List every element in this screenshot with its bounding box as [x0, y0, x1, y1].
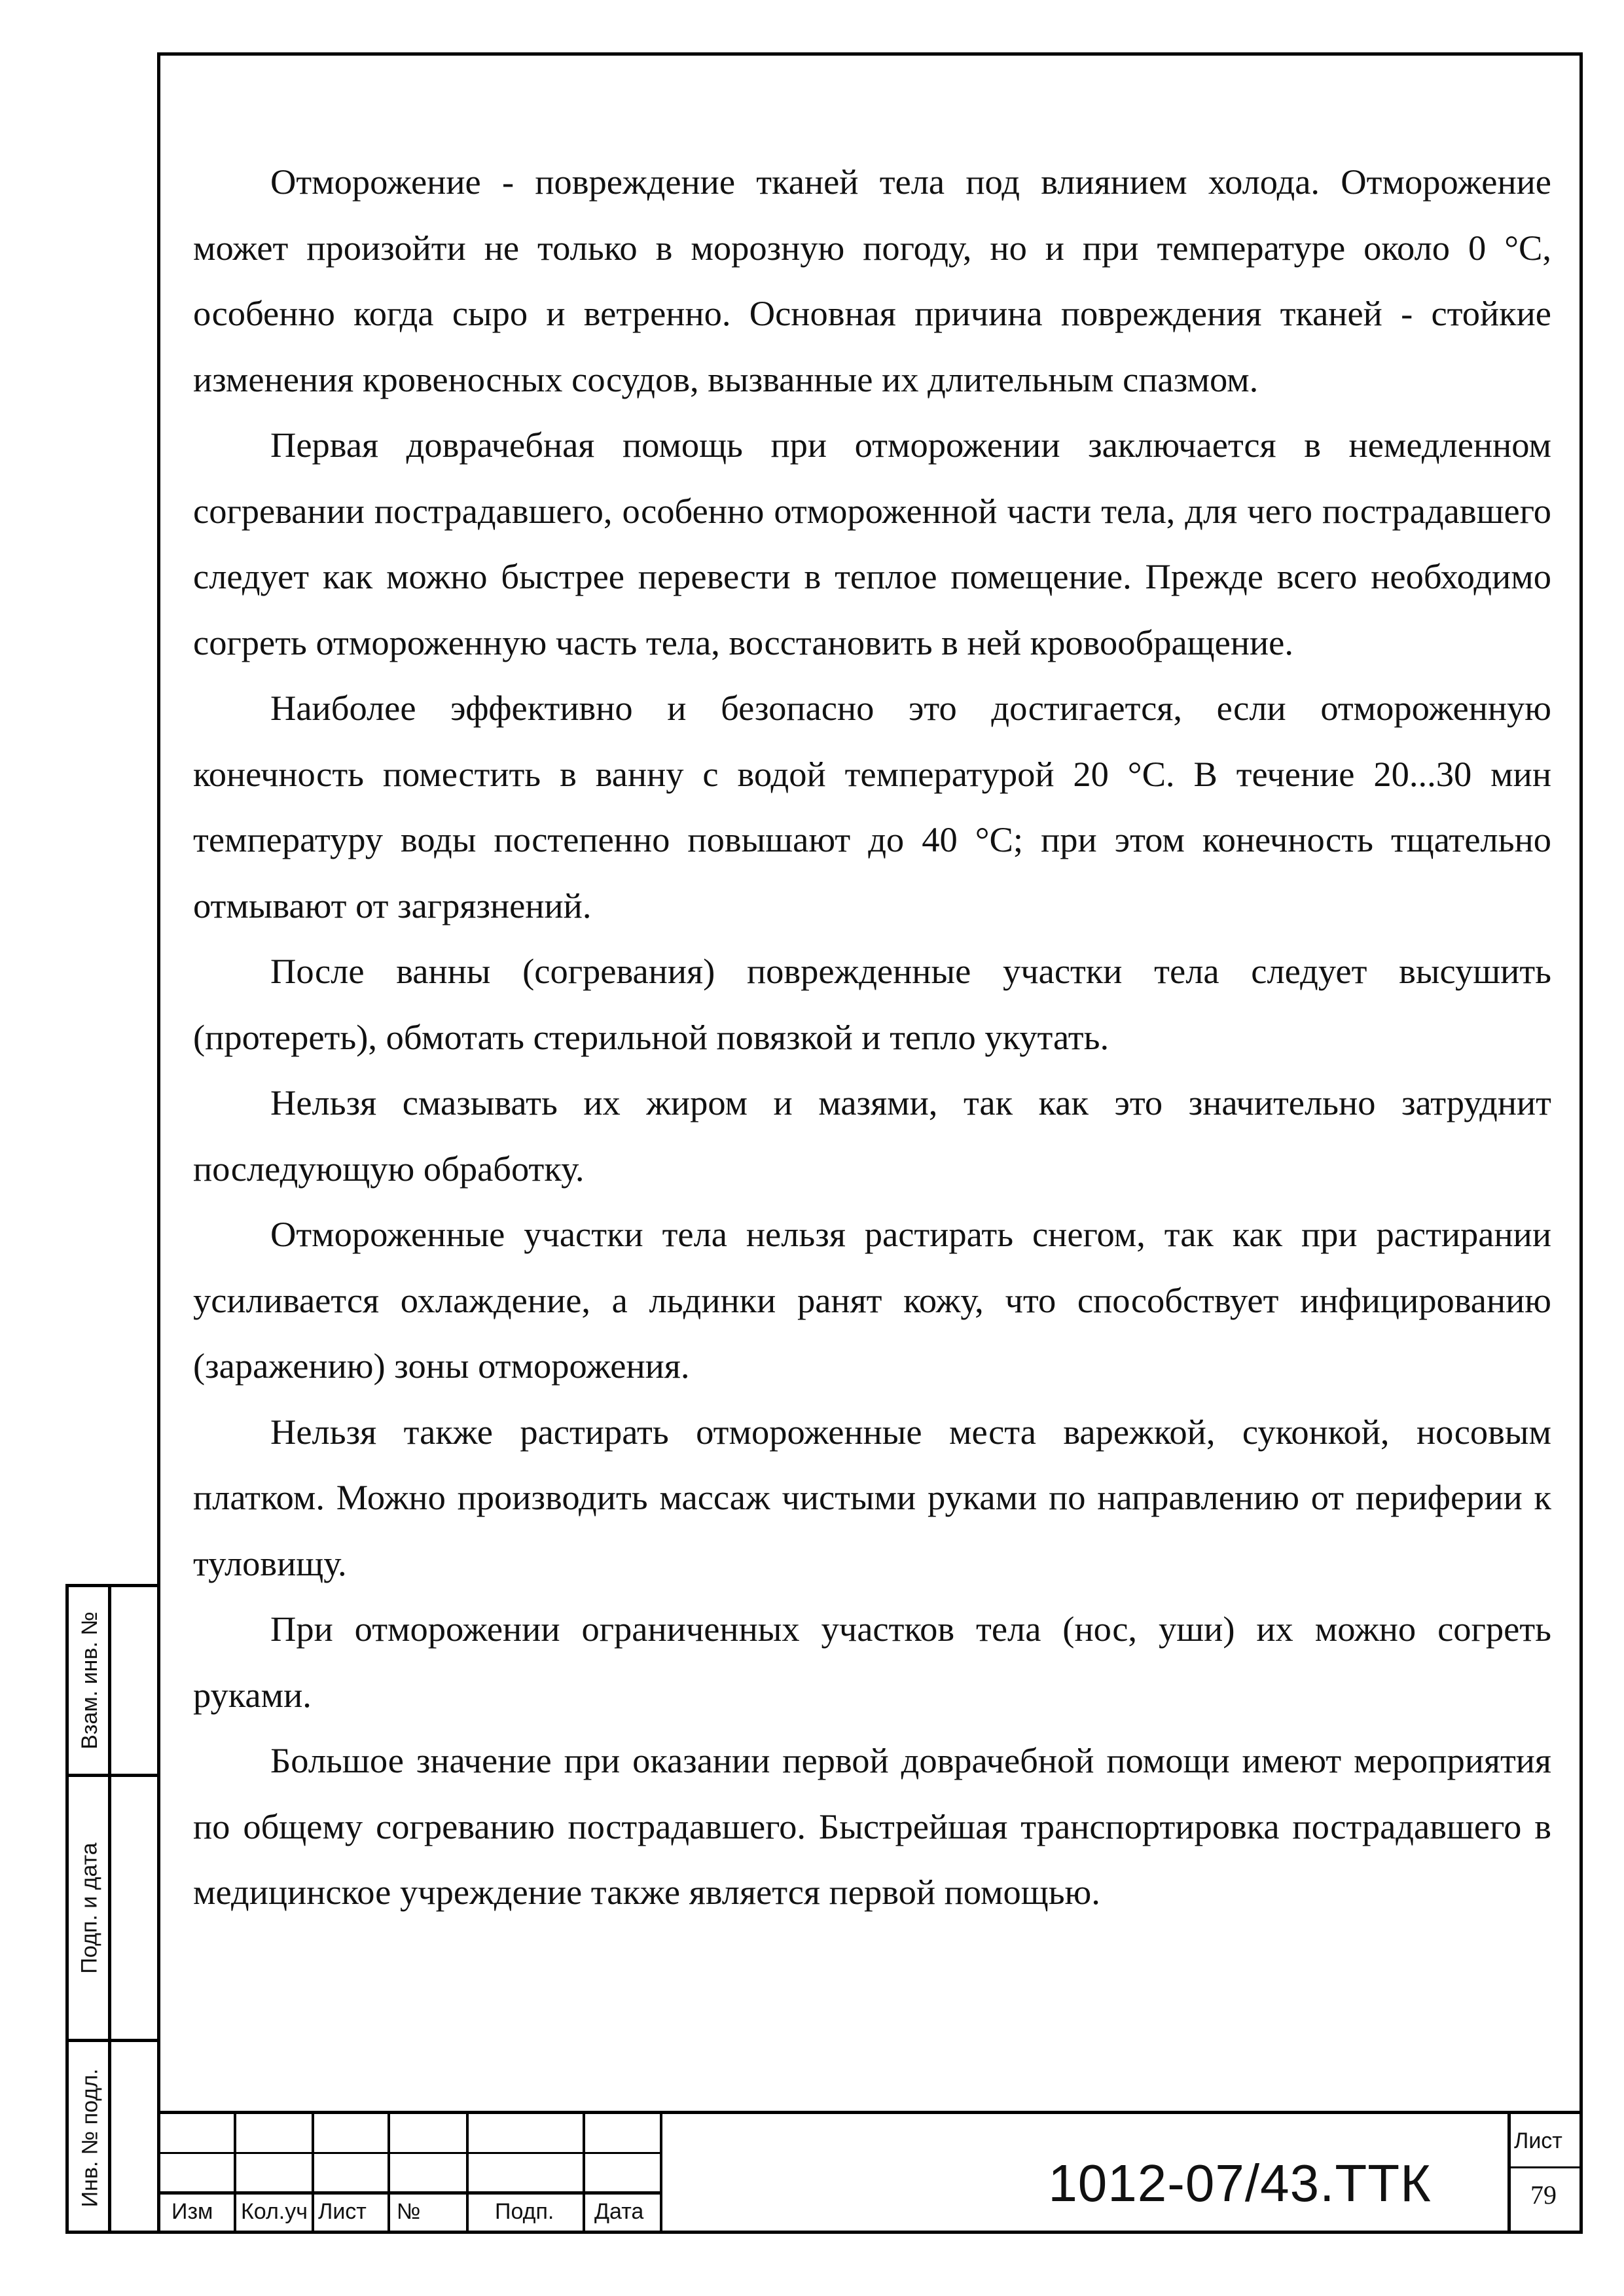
paragraph: Нельзя также растирать отмороженные места варежкой, суконкой, носовым платком. Можно производить массаж чистыми руками по направлению от периферии к туловищу.: [193, 1411, 1551, 1583]
sheet-number: 79: [1530, 2180, 1557, 2210]
tb-divider: [388, 2114, 390, 2234]
tb-col-data: Дата: [594, 2199, 644, 2224]
side-label-vzam: Взам. инв. №: [77, 1611, 103, 1749]
tb-col-podp: Подп.: [495, 2199, 554, 2224]
tb-col-izm: Изм: [171, 2199, 213, 2224]
title-block: [157, 2111, 1583, 2234]
tb-divider: [466, 2114, 469, 2234]
tb-col-kol-uch: Кол.уч: [241, 2199, 308, 2224]
paragraph: После ванны (согревания) поврежденные участки тела следует высушить (протереть), обмотать стерильной повязкой и тепло укутать.: [193, 951, 1551, 1057]
document-code: 1012-07/43.ТТК: [1048, 2154, 1432, 2212]
paragraph: Отмороженные участки тела нельзя растирать снегом, так как при растирании усиливается охлаждение, а льдинки ранят кожу, что способствует инфицированию (заражению) зоны отморожения.: [193, 1214, 1551, 1386]
tb-row-divider: [157, 2191, 660, 2195]
tb-divider: [312, 2114, 314, 2234]
side-column-divider: [108, 1587, 111, 2231]
paragraph: Первая доврачебная помощь при отморожении заключается в немедленном согревании пострадавшего, особенно отмороженной части тела, для чего пострадавшего следует как можно быстрее перевести в теплое помещение. Прежде всего необходимо согреть отмороженную часть тела, восстановить в ней кровообращение.: [193, 425, 1551, 662]
paragraph: При отморожении ограниченных участков тела (нос, уши) их можно согреть руками.: [193, 1609, 1551, 1715]
side-label-inv-podl: Инв. № подл.: [77, 2068, 103, 2208]
sheet-label: Лист: [1514, 2128, 1562, 2153]
tb-col-number: №: [397, 2199, 421, 2224]
paragraph: Наиболее эффективно и безопасно это достигается, если отмороженную конечность поместить в ванну с водой температурой 20 °С. В течение 20...30 мин температуру воды постепенно повышают до 40 °С; при этом конечность тщательно отмывают от загрязнений.: [193, 688, 1551, 925]
tb-col-list: Лист: [318, 2199, 367, 2224]
side-field-inv-podl: [72, 2042, 108, 2234]
side-label-podp-data: Подп. и дата: [77, 1842, 102, 1974]
paragraph: Большое значение при оказании первой доврачебной помощи имеют мероприятия по общему согреванию пострадавшего. Быстрейшая транспортировка пострадавшего в медицинское учреждение также является первой помощью.: [193, 1740, 1551, 1912]
side-stamp-block: [65, 1584, 157, 2234]
side-field-podp-data: [72, 1777, 108, 2039]
side-field-vzam: [72, 1587, 108, 1774]
paragraph: Отморожение - повреждение тканей тела под влиянием холода. Отморожение может произойти не только в морозную погоду, но и при температуре около 0 °С, особенно когда сыро и ветренно. Основная причина повреждения тканей - стойкие изменения кровеносных сосудов, вызванные их длительным спазмом.: [193, 162, 1551, 399]
tb-divider: [583, 2114, 585, 2234]
tb-row-divider: [157, 2152, 660, 2154]
tb-divider: [660, 2114, 662, 2234]
paragraph: Нельзя смазывать их жиром и мазями, так как это значительно затруднит последующую обработку.: [193, 1083, 1551, 1189]
document-body: [193, 149, 1551, 1926]
tb-divider: [234, 2114, 236, 2234]
